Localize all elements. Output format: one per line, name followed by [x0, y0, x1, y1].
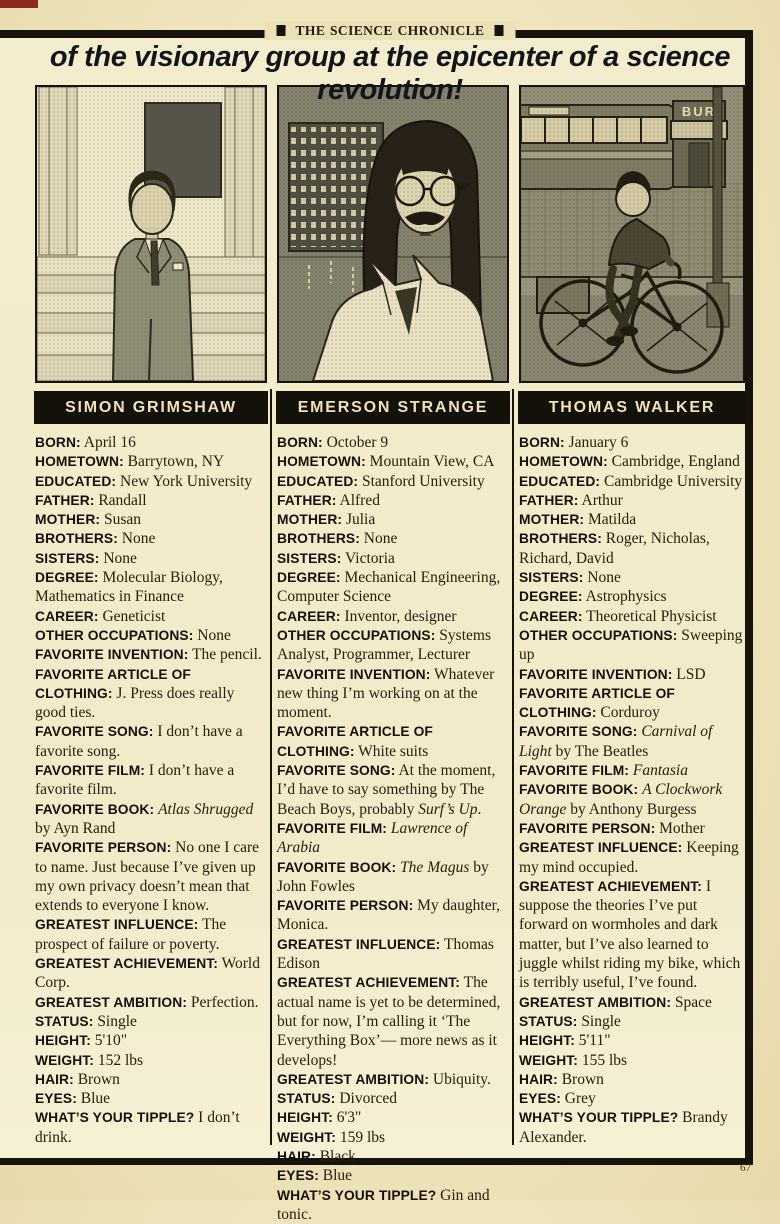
profile-field: MOTHER: Matilda	[519, 511, 637, 529]
profile-field: EDUCATED: Cambridge University	[519, 472, 743, 490]
profile-field: FATHER: Randall	[35, 491, 147, 509]
profile-column-simon-grimshaw	[35, 85, 267, 1147]
profile-field: FAVORITE PERSON: No one I care to name. Just because I’ve given up my own privacy doesn’t mean that extends to everyone I know.	[35, 839, 260, 915]
profile-field: BORN: January 6	[519, 434, 629, 451]
profile-field: FATHER: Arthur	[519, 491, 623, 509]
portrait-simon-grimshaw-illustration	[35, 85, 267, 383]
profile-field: EYES: Grey	[519, 1090, 596, 1108]
profile-fields-thomas-walker	[519, 433, 745, 1147]
bleed-mark	[0, 0, 38, 8]
profile-column-emerson-strange	[277, 85, 509, 1224]
profile-field: FAVORITE INVENTION: Whatever new thing I’m working on at the moment.	[277, 665, 495, 722]
profile-field: HAIR: Brown	[35, 1070, 120, 1088]
profile-field: FAVORITE FILM: Lawrence of Arabia	[277, 819, 468, 857]
profile-field: MOTHER: Susan	[35, 511, 141, 529]
nameplate-simon-grimshaw	[35, 392, 267, 423]
profile-name: EMERSON STRANGE	[297, 398, 489, 416]
profile-field: OTHER OCCUPATIONS: Systems Analyst, Programmer, Lecturer	[277, 626, 491, 664]
profile-field: HOMETOWN: Barrytown, NY	[35, 453, 225, 471]
masthead	[265, 21, 516, 40]
profile-field: SISTERS: None	[35, 549, 137, 567]
profile-field: FAVORITE INVENTION: The pencil.	[35, 646, 262, 664]
profile-field: FATHER: Alfred	[277, 491, 380, 509]
profile-field: BROTHERS: None	[277, 530, 398, 548]
profile-field: OTHER OCCUPATIONS: None	[35, 626, 231, 644]
profile-field: FAVORITE SONG: Carnival of Light by The Beatles	[519, 723, 713, 760]
headline: of the visionary group at the epicenter of a science revolution!	[49, 41, 731, 106]
profile-field: GREATEST AMBITION: Perfection.	[35, 993, 259, 1011]
column-divider	[270, 389, 272, 1145]
profile-field: GREATEST INFLUENCE: The prospect of failure or poverty.	[35, 916, 227, 953]
nameplate-thomas-walker	[519, 392, 745, 423]
profile-field: CAREER: Geneticist	[35, 607, 166, 625]
profile-field: FAVORITE INVENTION: LSD	[519, 665, 706, 683]
profile-field: HAIR: Black	[277, 1147, 356, 1165]
profile-field: DEGREE: Molecular Biology, Mathematics in Finance	[35, 569, 223, 606]
profile-field: BORN: April 16	[35, 434, 136, 451]
profile-field: SISTERS: Victoria	[277, 549, 395, 567]
profile-field: GREATEST INFLUENCE: Thomas Edison	[277, 935, 494, 973]
profile-field: GREATEST AMBITION: Ubiquity.	[277, 1070, 491, 1088]
profile-field: WHAT’S YOUR TIPPLE? I don’t drink.	[35, 1109, 240, 1146]
profile-field: BROTHERS: None	[35, 530, 156, 548]
profile-field: WEIGHT: 152 lbs	[35, 1051, 144, 1069]
profile-field: GREATEST AMBITION: Space	[519, 993, 712, 1011]
profile-field: FAVORITE SONG: I don’t have a favorite song.	[35, 723, 243, 760]
profile-field: STATUS: Divorced	[277, 1090, 397, 1108]
profile-field: GREATEST ACHIEVEMENT: I suppose the theories I’ve put forward on wormholes and dark matter, but I’ve also learned to juggle whilst riding my bike, which is terribly useful, I’ve found.	[519, 877, 741, 992]
profile-fields-simon-grimshaw	[35, 433, 267, 1147]
portrait-emerson-strange-illustration	[277, 85, 509, 383]
page-number: 67	[740, 1162, 751, 1174]
profile-field: GREATEST ACHIEVEMENT: World Corp.	[35, 955, 260, 992]
profile-field: HEIGHT: 5'10"	[35, 1032, 128, 1050]
profile-field: EYES: Blue	[277, 1167, 353, 1185]
profile-field: HEIGHT: 5'11"	[519, 1032, 611, 1050]
profile-field: FAVORITE PERSON: Mother	[519, 819, 705, 837]
profile-field: WHAT’S YOUR TIPPLE? Gin and tonic.	[277, 1186, 490, 1223]
profile-field: FAVORITE BOOK: A Clockwork Orange by Anthony Burgess	[519, 781, 723, 818]
profile-field: WEIGHT: 155 lbs	[519, 1051, 628, 1069]
profile-field: FAVORITE ARTICLE OF CLOTHING: J. Press does really good ties.	[35, 666, 235, 722]
profile-field: DEGREE: Astrophysics	[519, 588, 667, 606]
profile-field: FAVORITE FILM: I don’t have a favorite film.	[35, 762, 235, 799]
profile-field: MOTHER: Julia	[277, 511, 376, 529]
portrait-thomas-walker-illustration	[519, 85, 745, 383]
profile-field: OTHER OCCUPATIONS: Sweeping up	[519, 626, 743, 664]
profile-field: FAVORITE ARTICLE OF CLOTHING: Corduroy	[519, 685, 675, 722]
profile-fields-emerson-strange	[277, 433, 509, 1224]
profile-field: EYES: Blue	[35, 1090, 111, 1108]
profile-field: FAVORITE SONG: At the moment, I’d have to say something by The Beach Boys, probably Surf’s Up.	[277, 762, 496, 818]
profile-field: FAVORITE ARTICLE OF CLOTHING: White suits	[277, 724, 433, 760]
profile-field: HOMETOWN: Mountain View, CA	[277, 453, 495, 471]
column-divider	[512, 389, 514, 1145]
rule-cap-left-icon	[277, 25, 286, 36]
profile-field: STATUS: Single	[519, 1012, 621, 1030]
profile-field: BROTHERS: Roger, Nicholas, Richard, David	[519, 530, 710, 567]
profile-field: HOMETOWN: Cambridge, England	[519, 453, 740, 471]
profile-field: EDUCATED: New York University	[35, 472, 253, 490]
profile-field: GREATEST ACHIEVEMENT: The actual name is yet to be determined, but for now, I’m calling it ‘The Everything Box’— more news as it develops!	[277, 974, 501, 1069]
profile-field: FAVORITE BOOK: The Magus by John Fowles	[277, 858, 489, 895]
profile-name: SIMON GRIMSHAW	[65, 398, 237, 416]
profile-field: FAVORITE BOOK: Atlas Shrugged by Ayn Rand	[35, 800, 254, 837]
profile-field: FAVORITE PERSON: My daughter, Monica.	[277, 897, 501, 934]
profile-name: THOMAS WALKER	[548, 398, 716, 416]
masthead-title: THE SCIENCE CHRONICLE	[295, 22, 485, 38]
profile-field: SISTERS: None	[519, 569, 621, 587]
profile-field: CAREER: Inventor, designer	[277, 607, 457, 625]
profile-field: EDUCATED: Stanford University	[277, 472, 485, 490]
profile-field: CAREER: Theoretical Physicist	[519, 607, 717, 625]
profile-field: WHAT’S YOUR TIPPLE? Brandy Alexander.	[519, 1109, 728, 1146]
nameplate-emerson-strange	[277, 392, 509, 423]
profile-field: HEIGHT: 6'3"	[277, 1109, 362, 1127]
profile-field: HAIR: Brown	[519, 1070, 604, 1088]
rule-cap-right-icon	[494, 25, 503, 36]
profile-field: GREATEST INFLUENCE: Keeping my mind occupied.	[519, 839, 739, 876]
profile-field: FAVORITE FILM: Fantasia	[519, 762, 688, 780]
profile-field: WEIGHT: 159 lbs	[277, 1128, 386, 1146]
profile-field: STATUS: Single	[35, 1012, 137, 1030]
profile-field: BORN: October 9	[277, 434, 389, 451]
profile-field: DEGREE: Mechanical Engineering, Computer Science	[277, 569, 501, 606]
profile-column-thomas-walker	[519, 85, 745, 1147]
